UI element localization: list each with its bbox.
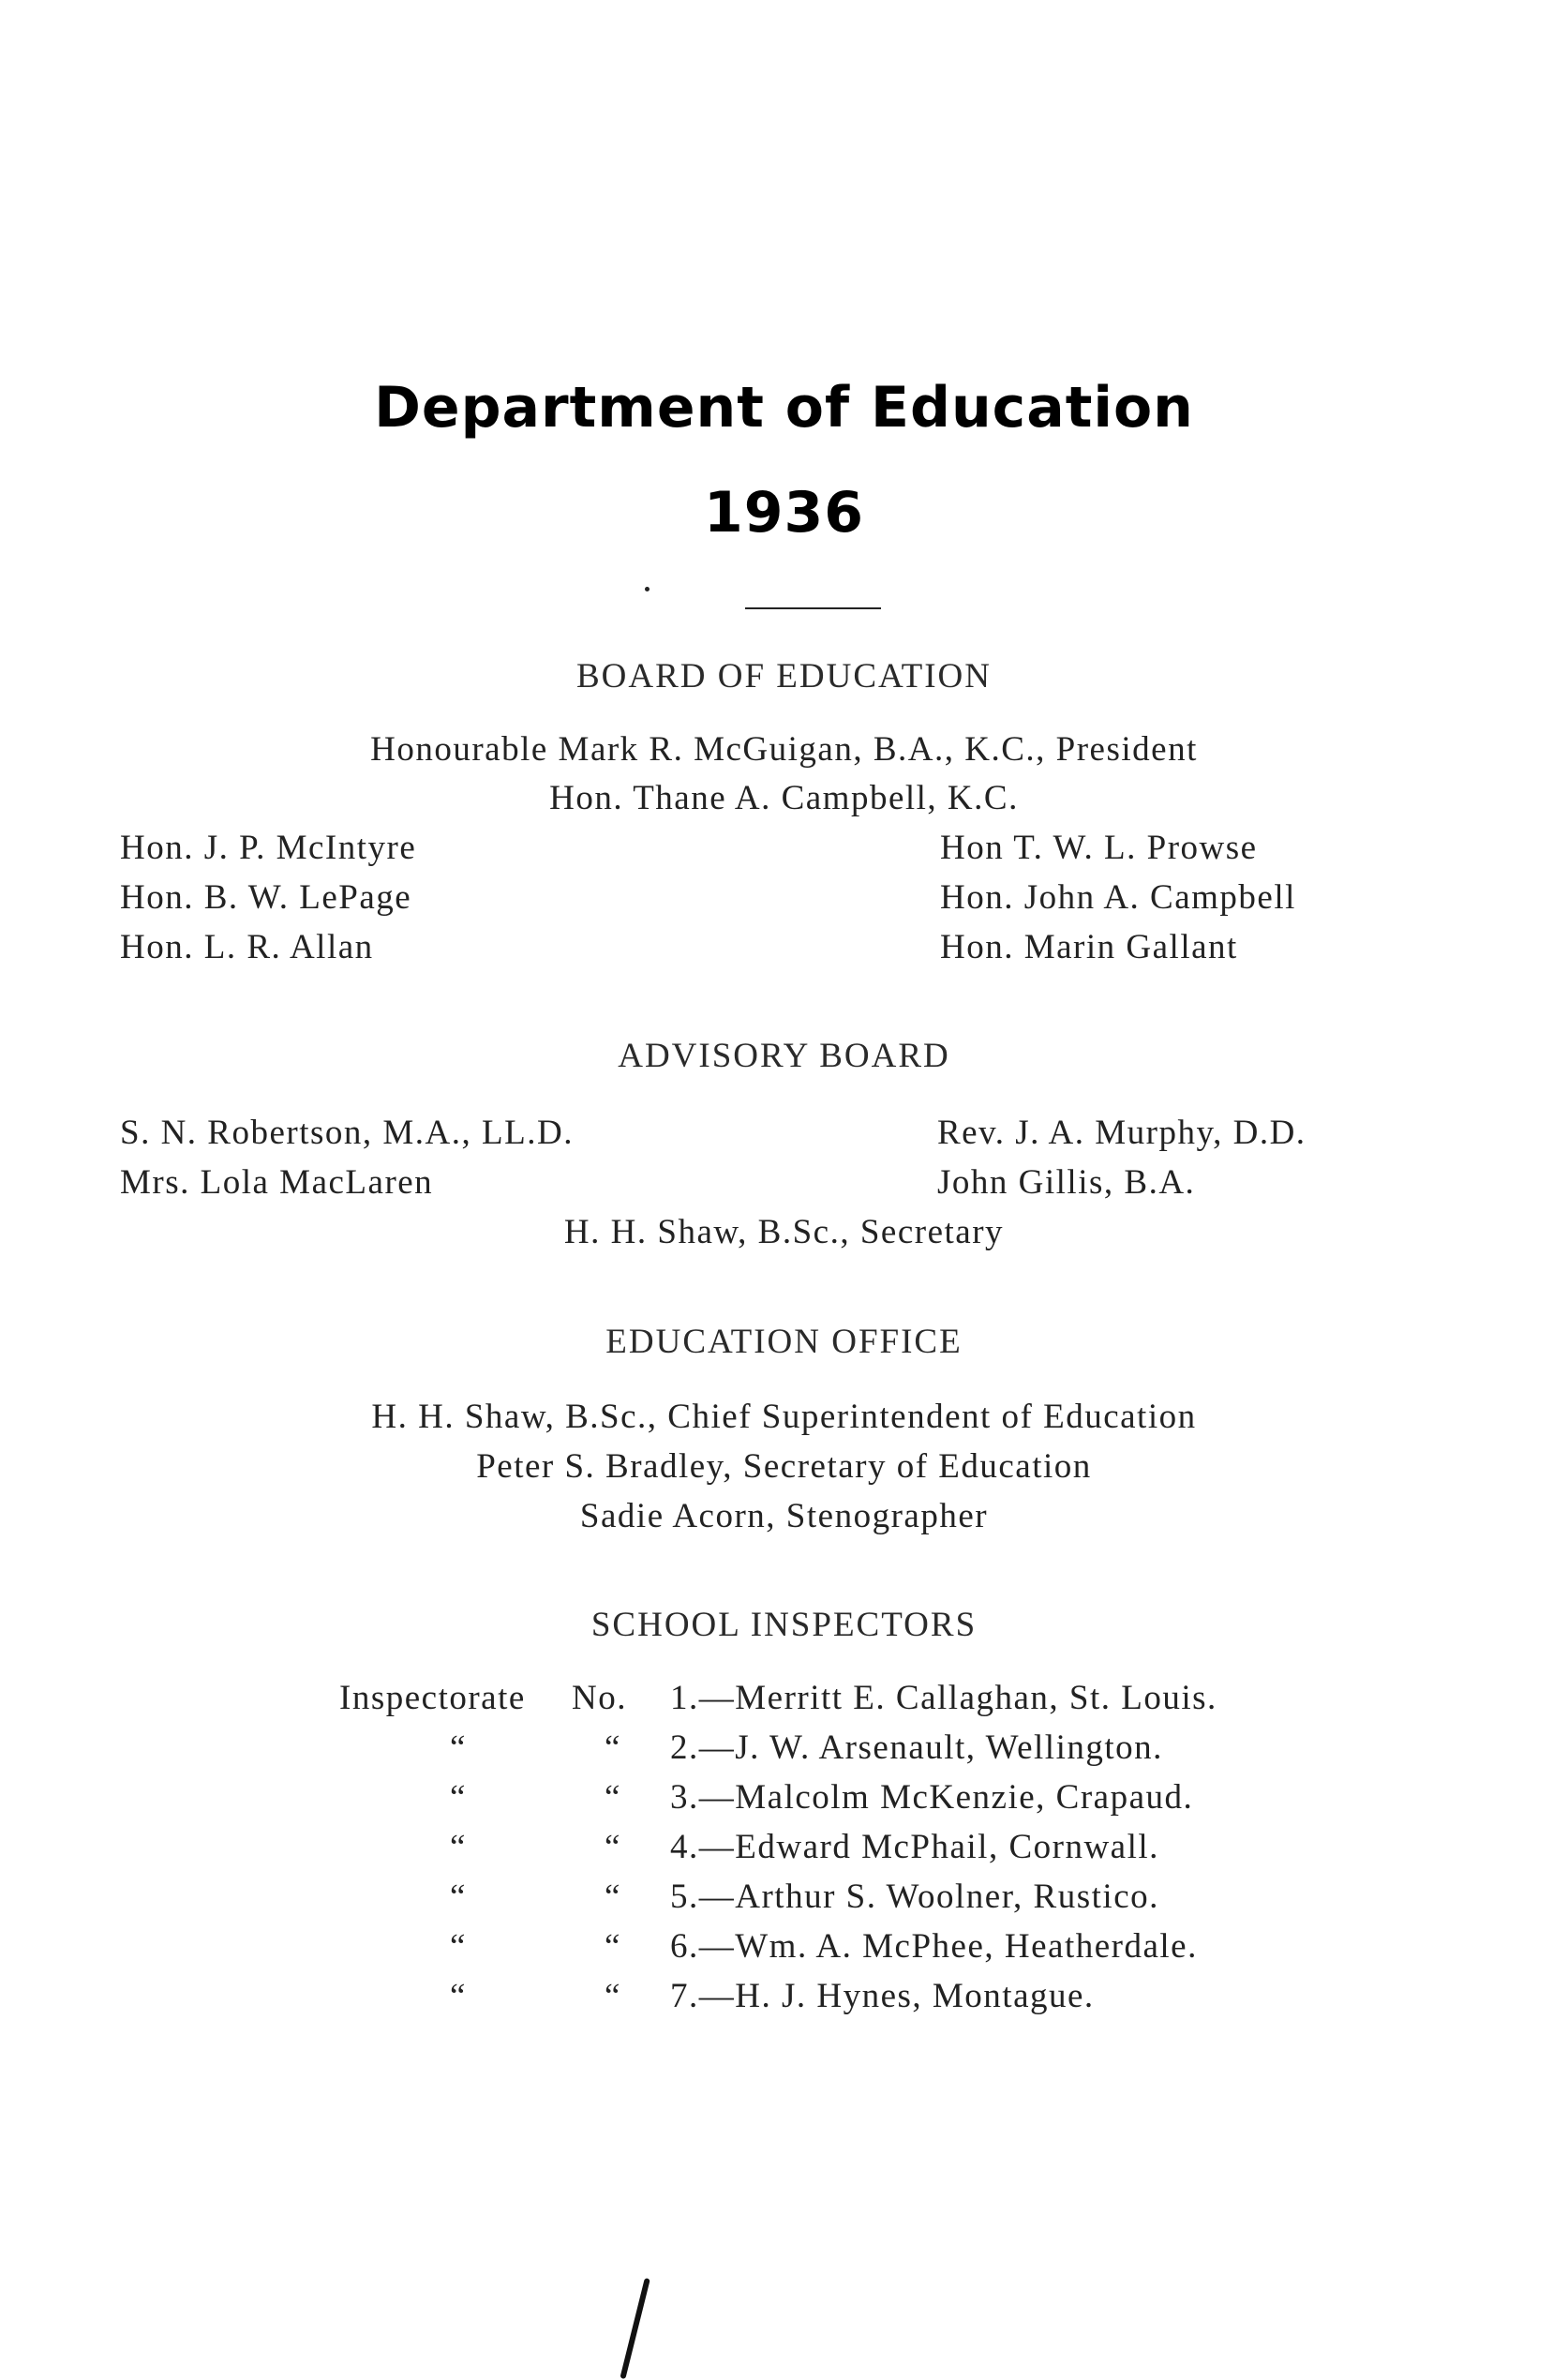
ditto-mark: “: [605, 1977, 621, 2015]
ditto-mark: “: [450, 1927, 467, 1966]
ditto-mark: “: [450, 1778, 467, 1817]
board-right-member: Hon. Marin Gallant: [940, 928, 1238, 966]
advisory-left-member: Mrs. Lola MacLaren: [120, 1163, 434, 1202]
inspector-entry: 6.—Wm. A. McPhee, Heatherdale.: [670, 1927, 1198, 1966]
page-year: 1936: [704, 480, 864, 546]
inspector-row: [0, 1678, 1568, 1725]
inspector-row: [0, 1728, 1568, 1774]
ditto-mark: “: [605, 1878, 621, 1916]
ditto-mark: “: [450, 1828, 467, 1866]
ditto-mark: “: [450, 1878, 467, 1916]
inspector-row: [0, 1827, 1568, 1874]
inspector-row: [0, 1926, 1568, 1973]
board-right-member: Hon T. W. L. Prowse: [940, 829, 1258, 867]
advisory-left-member: S. N. Robertson, M.A., LL.D.: [120, 1114, 574, 1152]
inspector-entry: 5.—Arthur S. Woolner, Rustico.: [670, 1878, 1159, 1916]
inspector-entry: 3.—Malcolm McKenzie, Crapaud.: [670, 1778, 1194, 1817]
ditto-mark: “: [605, 1828, 621, 1866]
ink-mark: [620, 2278, 650, 2379]
board-heading: BOARD OF EDUCATION: [575, 657, 993, 696]
ditto-mark: “: [605, 1778, 621, 1817]
inspector-entry: 1.—Merritt E. Callaghan, St. Louis.: [670, 1679, 1217, 1717]
board-president: Honourable Mark R. McGuigan, B.A., K.C., President: [370, 730, 1198, 769]
office-line: Peter S. Bradley, Secretary of Education: [476, 1447, 1092, 1486]
board-left-member: Hon. J. P. McIntyre: [120, 829, 417, 867]
inspectorate-number-label: No.: [572, 1679, 627, 1717]
office-heading: EDUCATION OFFICE: [605, 1323, 963, 1361]
advisory-secretary: H. H. Shaw, B.Sc., Secretary: [563, 1213, 1005, 1251]
inspector-entry: 2.—J. W. Arsenault, Wellington.: [670, 1728, 1163, 1767]
ditto-mark: “: [450, 1977, 467, 2015]
page-title: Department of Education: [374, 375, 1194, 441]
ditto-mark: “: [450, 1728, 467, 1767]
inspectors-heading: SCHOOL INSPECTORS: [590, 1606, 978, 1644]
office-line: Sadie Acorn, Stenographer: [579, 1497, 989, 1535]
advisory-right-member: Rev. J. A. Murphy, D.D.: [937, 1114, 1307, 1152]
inspector-row: [0, 1877, 1568, 1923]
board-second-member: Hon. Thane A. Campbell, K.C.: [549, 779, 1019, 817]
advisory-heading: ADVISORY BOARD: [618, 1037, 950, 1075]
board-left-member: Hon. L. R. Allan: [120, 928, 374, 966]
board-left-member: Hon. B. W. LePage: [120, 878, 412, 917]
inspector-entry: 4.—Edward McPhail, Cornwall.: [670, 1828, 1159, 1866]
ditto-mark: “: [605, 1728, 621, 1767]
inspectorate-label: Inspectorate: [339, 1679, 526, 1717]
office-line: H. H. Shaw, B.Sc., Chief Superintendent of Education: [371, 1398, 1197, 1436]
inspector-entry: 7.—H. J. Hynes, Montague.: [670, 1977, 1095, 2015]
inspector-row: [0, 1976, 1568, 2023]
decorative-dot: [645, 587, 650, 591]
divider-rule: [745, 607, 881, 609]
ditto-mark: “: [605, 1927, 621, 1966]
advisory-right-member: John Gillis, B.A.: [937, 1163, 1196, 1202]
inspector-row: [0, 1777, 1568, 1824]
board-right-member: Hon. John A. Campbell: [940, 878, 1296, 917]
